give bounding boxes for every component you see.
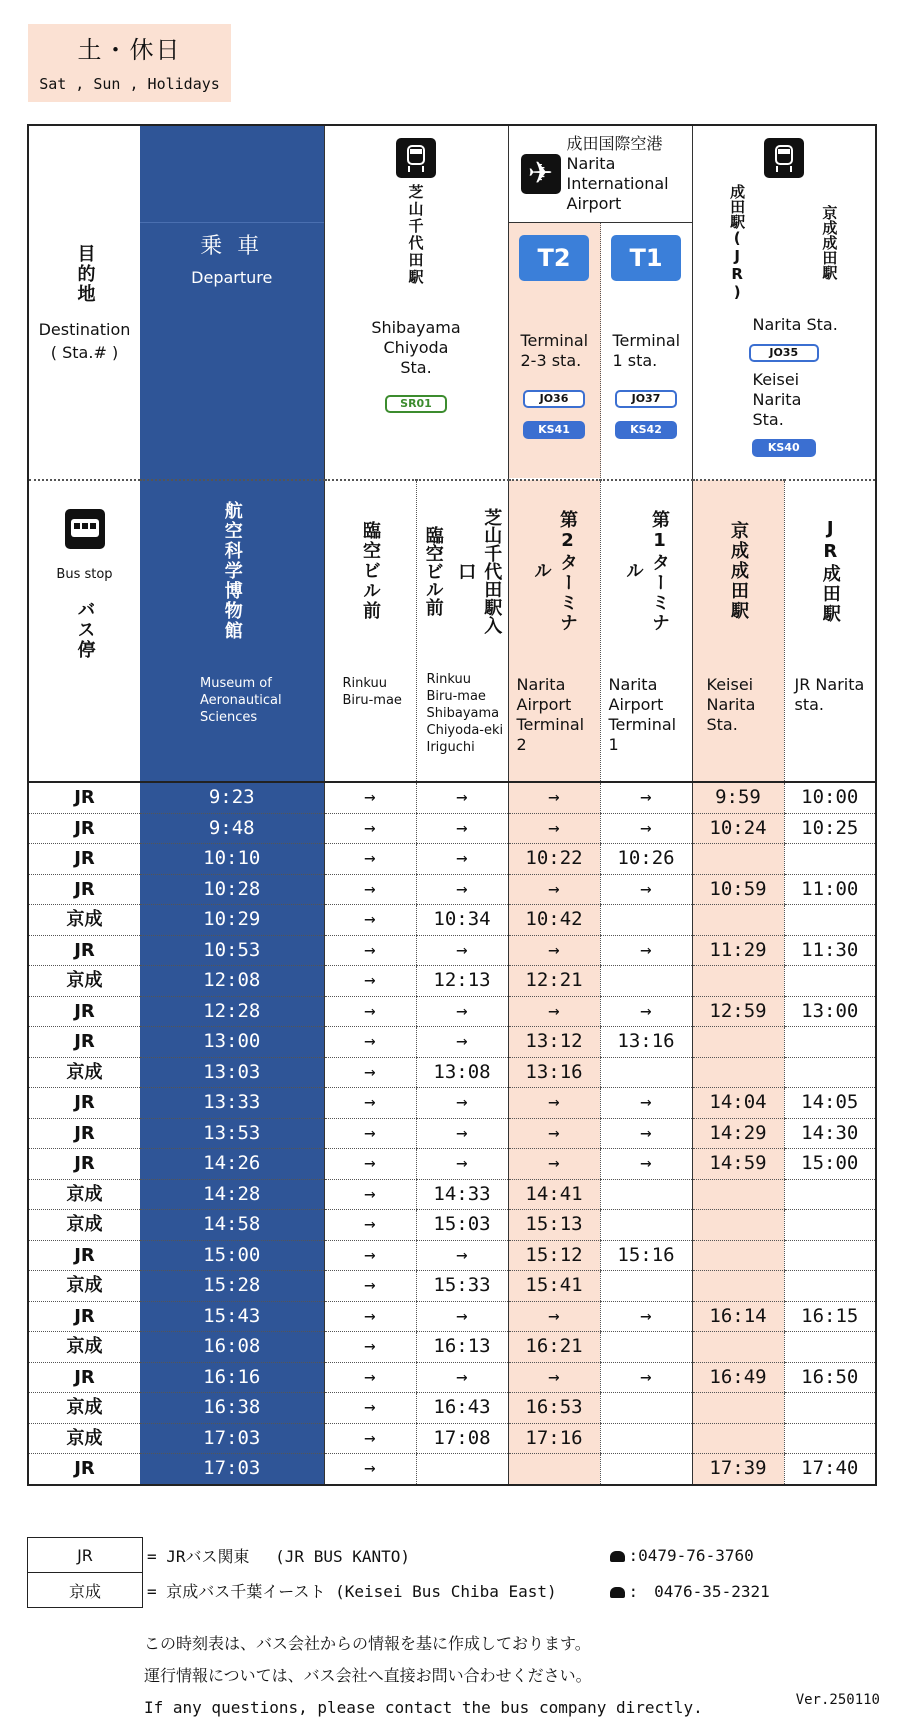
rinkuu-cell: →: [324, 813, 416, 844]
museum-dep-cell: 12:28: [140, 996, 324, 1027]
keisei-narita-cell: 9:59: [692, 782, 784, 813]
rinkuu-shibayama-cell: 16:13: [416, 1332, 508, 1363]
airport-header-cell: [508, 125, 692, 480]
terminal-1-cell: →: [600, 1118, 692, 1149]
keisei-narita-cell: 10:59: [692, 874, 784, 905]
table-row: [28, 874, 876, 905]
jr-narita-cell: [784, 1271, 876, 1302]
table-row: [28, 1179, 876, 1210]
jr-narita-cell: [784, 1393, 876, 1424]
keisei-narita-cell: 11:29: [692, 935, 784, 966]
museum-dep-cell: 10:53: [140, 935, 324, 966]
destination-header-row: [28, 125, 876, 480]
terminal-1-cell: [600, 1179, 692, 1210]
jr-narita-cell: [784, 1179, 876, 1210]
busstop-label-en: Bus stop: [56, 567, 113, 582]
train-icon: [764, 138, 804, 178]
jr-narita-stop-cell: [784, 480, 876, 782]
operator-cell: 京成: [28, 1179, 140, 1210]
keisei-narita-cell: [692, 1179, 784, 1210]
notes: [144, 1628, 703, 1724]
terminal-2-cell: 14:41: [508, 1179, 600, 1210]
note-line: 運行情報については、バス会社へ直接お問い合わせください。: [144, 1666, 592, 1685]
table-row: [28, 844, 876, 875]
note-line: If any questions, please contact the bus company directly.: [144, 1698, 703, 1717]
rinkuu-cell: →: [324, 1393, 416, 1424]
museum-dep-cell: 10:28: [140, 874, 324, 905]
rinkuu-cell: →: [324, 1057, 416, 1088]
terminal-2-cell: 15:41: [508, 1271, 600, 1302]
rinkuu-shibayama-cell: [416, 1454, 508, 1485]
table-row: [28, 1332, 876, 1363]
keisei-narita-stop-en: Keisei Narita Sta.: [706, 675, 756, 734]
jr-narita-cell: 11:00: [784, 874, 876, 905]
note-line: この時刻表は、バス会社からの情報を基に作成しております。: [144, 1634, 591, 1653]
terminal-1-cell: 15:16: [600, 1240, 692, 1271]
operator-cell: JR: [28, 1118, 140, 1149]
shibayama-entrance-stop-jp: 芝山千代田駅入口: [455, 508, 503, 634]
terminal-2-cell: →: [508, 1362, 600, 1393]
rinkuu-cell: →: [324, 1149, 416, 1180]
rinkuu-shibayama-stop-cell: [416, 480, 508, 782]
t1-badge: T1: [611, 235, 681, 281]
legend-tel-number: :0479-76-3760: [628, 1545, 754, 1565]
rinkuu-cell: →: [324, 1271, 416, 1302]
legend-key: JR: [28, 1538, 143, 1573]
departure-header-cell: [140, 125, 324, 480]
busstop-header-row: [28, 480, 876, 782]
operator-cell: JR: [28, 782, 140, 813]
jr-narita-cell: [784, 1423, 876, 1454]
rinkuu-stop-en: Rinkuu Biru-mae: [342, 676, 402, 708]
jr-narita-cell: 16:50: [784, 1362, 876, 1393]
rinkuu-cell: →: [324, 1362, 416, 1393]
jr-narita-cell: [784, 905, 876, 936]
rinkuu-shibayama-cell: 15:33: [416, 1271, 508, 1302]
rinkuu-cell: →: [324, 1027, 416, 1058]
museum-dep-cell: 16:38: [140, 1393, 324, 1424]
museum-dep-cell: 15:43: [140, 1301, 324, 1332]
rinkuu-shibayama-stop-en: Rinkuu Biru-mae Shibayama Chiyoda-eki Iriguchi: [426, 672, 504, 755]
terminal-1-cell: [600, 1057, 692, 1088]
rinkuu-shibayama-cell: 15:03: [416, 1210, 508, 1241]
operator-cell: 京成: [28, 1271, 140, 1302]
terminal-1-cell: →: [600, 1301, 692, 1332]
rinkuu-cell: →: [324, 1088, 416, 1119]
rinkuu-shibayama-cell: →: [416, 813, 508, 844]
terminal-1-cell: →: [600, 1149, 692, 1180]
museum-dep-cell: 9:23: [140, 782, 324, 813]
terminal-2-cell: 16:53: [508, 1393, 600, 1424]
rinkuu-shibayama-cell: →: [416, 844, 508, 875]
terminal-2-cell: 12:21: [508, 966, 600, 997]
t2-header: [509, 223, 601, 478]
keisei-narita-cell: [692, 1423, 784, 1454]
terminal-2-cell: →: [508, 996, 600, 1027]
operator-cell: 京成: [28, 1057, 140, 1088]
operator-cell: 京成: [28, 1423, 140, 1454]
operator-cell: 京成: [28, 1393, 140, 1424]
terminal-2-cell: [508, 1454, 600, 1485]
rinkuu-shibayama-cell: →: [416, 935, 508, 966]
rinkuu-stop-jp-2: 臨空ビル前: [422, 526, 444, 616]
airport-name-en: Narita International Airport: [566, 154, 669, 213]
museum-dep-cell: 13:00: [140, 1027, 324, 1058]
terminal-1-cell: [600, 1393, 692, 1424]
terminal-2-cell: 16:21: [508, 1332, 600, 1363]
terminal-1-cell: [600, 905, 692, 936]
phone-icon: [610, 1587, 625, 1598]
operator-cell: JR: [28, 935, 140, 966]
t1-header: [601, 223, 692, 478]
museum-dep-cell: 17:03: [140, 1423, 324, 1454]
keisei-narita-cell: 16:14: [692, 1301, 784, 1332]
rinkuu-cell: →: [324, 1423, 416, 1454]
table-row: [28, 1118, 876, 1149]
rinkuu-shibayama-cell: 12:13: [416, 966, 508, 997]
terminal-1-cell: →: [600, 874, 692, 905]
museum-dep-cell: 17:03: [140, 1454, 324, 1485]
keisei-narita-cell: [692, 844, 784, 875]
terminal-1-cell: [600, 1423, 692, 1454]
terminal-2-cell: 10:22: [508, 844, 600, 875]
terminal-2-cell: 17:16: [508, 1423, 600, 1454]
jr-narita-cell: [784, 1332, 876, 1363]
table-row: [28, 1393, 876, 1424]
bus-icon: [65, 509, 105, 549]
shibayama-header-cell: [324, 125, 508, 480]
rinkuu-cell: →: [324, 905, 416, 936]
departure-label-en: Departure: [191, 268, 273, 287]
legend-desc: = 京成バス千葉イースト (Keisei Bus Chiba East): [147, 1581, 557, 1601]
terminal-1-cell: [600, 1454, 692, 1485]
keisei-narita-stop-jp: 京成成田駅: [728, 521, 749, 621]
airport-name-jp: 成田国際空港: [566, 134, 663, 153]
terminal-1-cell: →: [600, 1362, 692, 1393]
terminal-2-cell: →: [508, 1301, 600, 1332]
operator-cell: JR: [28, 1149, 140, 1180]
t1-stop-cell: [600, 480, 692, 782]
operator-cell: JR: [28, 844, 140, 875]
operator-legend: [27, 1537, 771, 1608]
terminal-2-cell: 13:16: [508, 1057, 600, 1088]
table-row: [28, 905, 876, 936]
rinkuu-shibayama-cell: →: [416, 1118, 508, 1149]
operator-cell: JR: [28, 1088, 140, 1119]
legend-row-jr: [28, 1538, 771, 1573]
museum-dep-cell: 13:33: [140, 1088, 324, 1119]
t2-station-en: Terminal 2-3 sta.: [520, 331, 589, 370]
operator-cell: 京成: [28, 1210, 140, 1241]
terminal-2-cell: 13:12: [508, 1027, 600, 1058]
operator-cell: JR: [28, 1027, 140, 1058]
rinkuu-shibayama-cell: →: [416, 1301, 508, 1332]
rinkuu-cell: →: [324, 1240, 416, 1271]
terminal-1-cell: [600, 966, 692, 997]
operator-cell: JR: [28, 874, 140, 905]
jr-narita-cell: [784, 1210, 876, 1241]
destination-label-jp: 目的地: [74, 243, 96, 304]
rinkuu-cell: →: [324, 1179, 416, 1210]
terminal-1-cell: [600, 1210, 692, 1241]
keisei-narita-cell: [692, 1240, 784, 1271]
terminal-1-cell: [600, 1271, 692, 1302]
museum-dep-cell: 14:58: [140, 1210, 324, 1241]
station-code-jo37: JO37: [615, 390, 677, 408]
museum-dep-cell: 13:53: [140, 1118, 324, 1149]
busstop-label-cell: [28, 480, 140, 782]
t1-station-en: Terminal 1 sta.: [612, 331, 681, 370]
t2-stop-en: Narita Airport Terminal 2: [516, 675, 585, 754]
table-row: [28, 1454, 876, 1485]
terminal-1-cell: →: [600, 813, 692, 844]
jr-narita-cell: 10:00: [784, 782, 876, 813]
narita-station-en: Narita Sta.: [752, 315, 838, 334]
rinkuu-shibayama-cell: →: [416, 782, 508, 813]
keisei-narita-cell: [692, 1027, 784, 1058]
destination-label-en: Destination: [38, 319, 131, 339]
rinkuu-cell: →: [324, 782, 416, 813]
table-row: [28, 782, 876, 813]
terminal-2-cell: →: [508, 935, 600, 966]
narita-jr-station-jp: 成田駅(JR): [728, 184, 747, 301]
terminal-1-cell: →: [600, 935, 692, 966]
museum-dep-cell: 9:48: [140, 813, 324, 844]
table-row: [28, 1423, 876, 1454]
table-row: [28, 935, 876, 966]
operator-cell: JR: [28, 1301, 140, 1332]
keisei-narita-cell: 14:04: [692, 1088, 784, 1119]
keisei-narita-stop-cell: [692, 480, 784, 782]
table-row: [28, 1301, 876, 1332]
jr-narita-stop-en: JR Narita sta.: [794, 675, 865, 714]
operator-cell: JR: [28, 813, 140, 844]
rinkuu-shibayama-cell: 13:08: [416, 1057, 508, 1088]
terminal-2-cell: 10:42: [508, 905, 600, 936]
t1-stop-en: Narita Airport Terminal 1: [608, 675, 677, 754]
jr-narita-cell: [784, 844, 876, 875]
station-code-ks41: KS41: [523, 421, 585, 439]
operator-cell: JR: [74, 1458, 95, 1479]
jr-narita-cell: [784, 1057, 876, 1088]
rinkuu-cell: →: [324, 844, 416, 875]
keisei-narita-station-en: Keisei Narita Sta.: [752, 370, 802, 429]
legend-tel: [609, 1538, 771, 1573]
rinkuu-shibayama-cell: →: [416, 1240, 508, 1271]
rinkuu-cell: →: [324, 1301, 416, 1332]
jr-narita-cell: 14:30: [784, 1118, 876, 1149]
table-row: [28, 1362, 876, 1393]
museum-dep-cell: 10:29: [140, 905, 324, 936]
shibayama-station-jp: 芝山千代田駅: [406, 184, 425, 286]
terminal-2-cell: →: [508, 1118, 600, 1149]
keisei-narita-cell: [692, 905, 784, 936]
narita-header-cell: [692, 125, 876, 480]
terminal-1-cell: →: [600, 1088, 692, 1119]
shibayama-station-en: Shibayama Chiyoda Sta.: [371, 318, 461, 377]
rinkuu-cell: →: [324, 1210, 416, 1241]
terminal-2-cell: →: [508, 813, 600, 844]
rinkuu-shibayama-cell: 10:34: [416, 905, 508, 936]
operator-cell: JR: [28, 1240, 140, 1271]
destination-label-cell: [28, 125, 140, 480]
jr-narita-cell: [784, 1027, 876, 1058]
museum-dep-cell: 14:26: [140, 1149, 324, 1180]
station-code-jo35: JO35: [749, 344, 819, 362]
keisei-narita-cell: [692, 966, 784, 997]
museum-dep-cell: 13:03: [140, 1057, 324, 1088]
operator-cell: 京成: [28, 966, 140, 997]
terminal-1-cell: →: [600, 782, 692, 813]
museum-dep-cell: 16:16: [140, 1362, 324, 1393]
jr-narita-cell: 10:25: [784, 813, 876, 844]
museum-dep-cell: 15:00: [140, 1240, 324, 1271]
table-row: [28, 813, 876, 844]
rinkuu-shibayama-cell: 14:33: [416, 1179, 508, 1210]
keisei-narita-cell: 14:29: [692, 1118, 784, 1149]
station-code-ks40: KS40: [752, 439, 816, 457]
jr-narita-cell: [784, 1240, 876, 1271]
rinkuu-stop-cell: [324, 480, 416, 782]
rinkuu-shibayama-cell: 17:08: [416, 1423, 508, 1454]
terminal-2-cell: →: [508, 1149, 600, 1180]
keisei-narita-cell: 10:24: [692, 813, 784, 844]
t1-stop-jp: 第1ターミナル: [623, 509, 670, 633]
legend-tel-number: : 0476-35-2321: [628, 1581, 770, 1601]
legend-key: 京成: [28, 1573, 143, 1608]
station-code-jo36: JO36: [523, 390, 585, 408]
legend-row-keisei: [28, 1573, 771, 1608]
museum-dep-cell: 15:28: [140, 1271, 324, 1302]
museum-dep-cell: 10:10: [140, 844, 324, 875]
rinkuu-shibayama-cell: →: [416, 874, 508, 905]
rinkuu-cell: →: [324, 1118, 416, 1149]
jr-narita-cell: 14:05: [784, 1088, 876, 1119]
departure-label-jp: 乗 車: [200, 234, 264, 259]
terminal-2-cell: →: [508, 1088, 600, 1119]
keisei-narita-cell: 14:59: [692, 1149, 784, 1180]
jr-narita-cell: 17:40: [784, 1454, 876, 1485]
table-row: [28, 1027, 876, 1058]
busstop-label-jp: バス停: [74, 600, 96, 660]
rinkuu-cell: →: [324, 1332, 416, 1363]
table-row: [28, 1149, 876, 1180]
museum-dep-cell: 12:08: [140, 966, 324, 997]
rinkuu-cell: →: [324, 966, 416, 997]
jr-narita-cell: 13:00: [784, 996, 876, 1027]
rinkuu-cell: →: [324, 935, 416, 966]
station-code-sr01: SR01: [385, 395, 447, 413]
destination-label-sub: ( Sta.# ): [50, 342, 119, 362]
terminal-1-cell: 13:16: [600, 1027, 692, 1058]
airplane-icon: ✈: [521, 154, 561, 194]
terminal-1-cell: →: [600, 996, 692, 1027]
operator-cell: 京成: [28, 1332, 140, 1363]
t2-stop-jp: 第2ターミナル: [531, 509, 578, 633]
operator-cell: JR: [28, 996, 140, 1027]
rinkuu-cell: →: [324, 996, 416, 1027]
t2-stop-cell: [508, 480, 600, 782]
table-row: [28, 1210, 876, 1241]
rinkuu-shibayama-cell: →: [416, 1149, 508, 1180]
timetable: [27, 124, 877, 1486]
timetable-body: [28, 782, 876, 1485]
rinkuu-shibayama-cell: →: [416, 1027, 508, 1058]
jr-narita-stop-jp: JR成田駅: [819, 518, 841, 624]
legend-tel: [609, 1573, 771, 1608]
museum-dep-cell: 16:08: [140, 1332, 324, 1363]
t2-badge: T2: [519, 235, 589, 281]
rinkuu-cell: →: [324, 874, 416, 905]
terminal-1-cell: [600, 1332, 692, 1363]
keisei-narita-cell: [692, 1057, 784, 1088]
museum-stop-cell: [140, 480, 324, 782]
operator-cell: 京成: [28, 905, 140, 936]
table-row: [28, 1271, 876, 1302]
table-row: [28, 996, 876, 1027]
rinkuu-shibayama-cell: →: [416, 996, 508, 1027]
train-icon: [396, 138, 436, 178]
jr-narita-cell: 11:30: [784, 935, 876, 966]
keisei-narita-cell: 17:39: [692, 1454, 784, 1485]
jr-narita-cell: 15:00: [784, 1149, 876, 1180]
operator-cell: JR: [28, 1362, 140, 1393]
rinkuu-cell: →: [324, 1454, 416, 1485]
terminal-1-cell: 10:26: [600, 844, 692, 875]
museum-dep-cell: 14:28: [140, 1179, 324, 1210]
rinkuu-stop-jp: 臨空ビル前: [360, 521, 381, 621]
table-row: [28, 1057, 876, 1088]
keisei-narita-cell: 16:49: [692, 1362, 784, 1393]
day-type-badge: [28, 24, 231, 102]
station-code-ks42: KS42: [615, 421, 677, 439]
keisei-narita-cell: [692, 1210, 784, 1241]
legend-desc: = JRバス関東 (JR BUS KANTO): [147, 1546, 411, 1566]
terminal-2-cell: →: [508, 782, 600, 813]
keisei-narita-station-jp: 京成成田駅: [820, 205, 839, 280]
rinkuu-shibayama-cell: →: [416, 1088, 508, 1119]
museum-stop-jp: 航空科学博物館: [221, 501, 243, 641]
keisei-narita-cell: 12:59: [692, 996, 784, 1027]
table-row: [28, 966, 876, 997]
keisei-narita-cell: [692, 1393, 784, 1424]
version-label: Ver.250110: [795, 1692, 880, 1708]
keisei-narita-cell: [692, 1271, 784, 1302]
terminal-2-cell: →: [508, 874, 600, 905]
terminal-2-cell: 15:13: [508, 1210, 600, 1241]
museum-stop-en: Museum of Aeronautical Sciences: [200, 676, 282, 725]
jr-narita-cell: [784, 966, 876, 997]
table-row: [28, 1240, 876, 1271]
table-row: [28, 1088, 876, 1119]
day-type-jp: 土・休日: [77, 36, 182, 64]
jr-narita-cell: 16:15: [784, 1301, 876, 1332]
phone-icon: [610, 1551, 625, 1562]
rinkuu-shibayama-cell: →: [416, 1362, 508, 1393]
day-type-en: Sat , Sun , Holidays: [39, 75, 220, 93]
keisei-narita-cell: [692, 1332, 784, 1363]
terminal-2-cell: 15:12: [508, 1240, 600, 1271]
rinkuu-shibayama-cell: 16:43: [416, 1393, 508, 1424]
